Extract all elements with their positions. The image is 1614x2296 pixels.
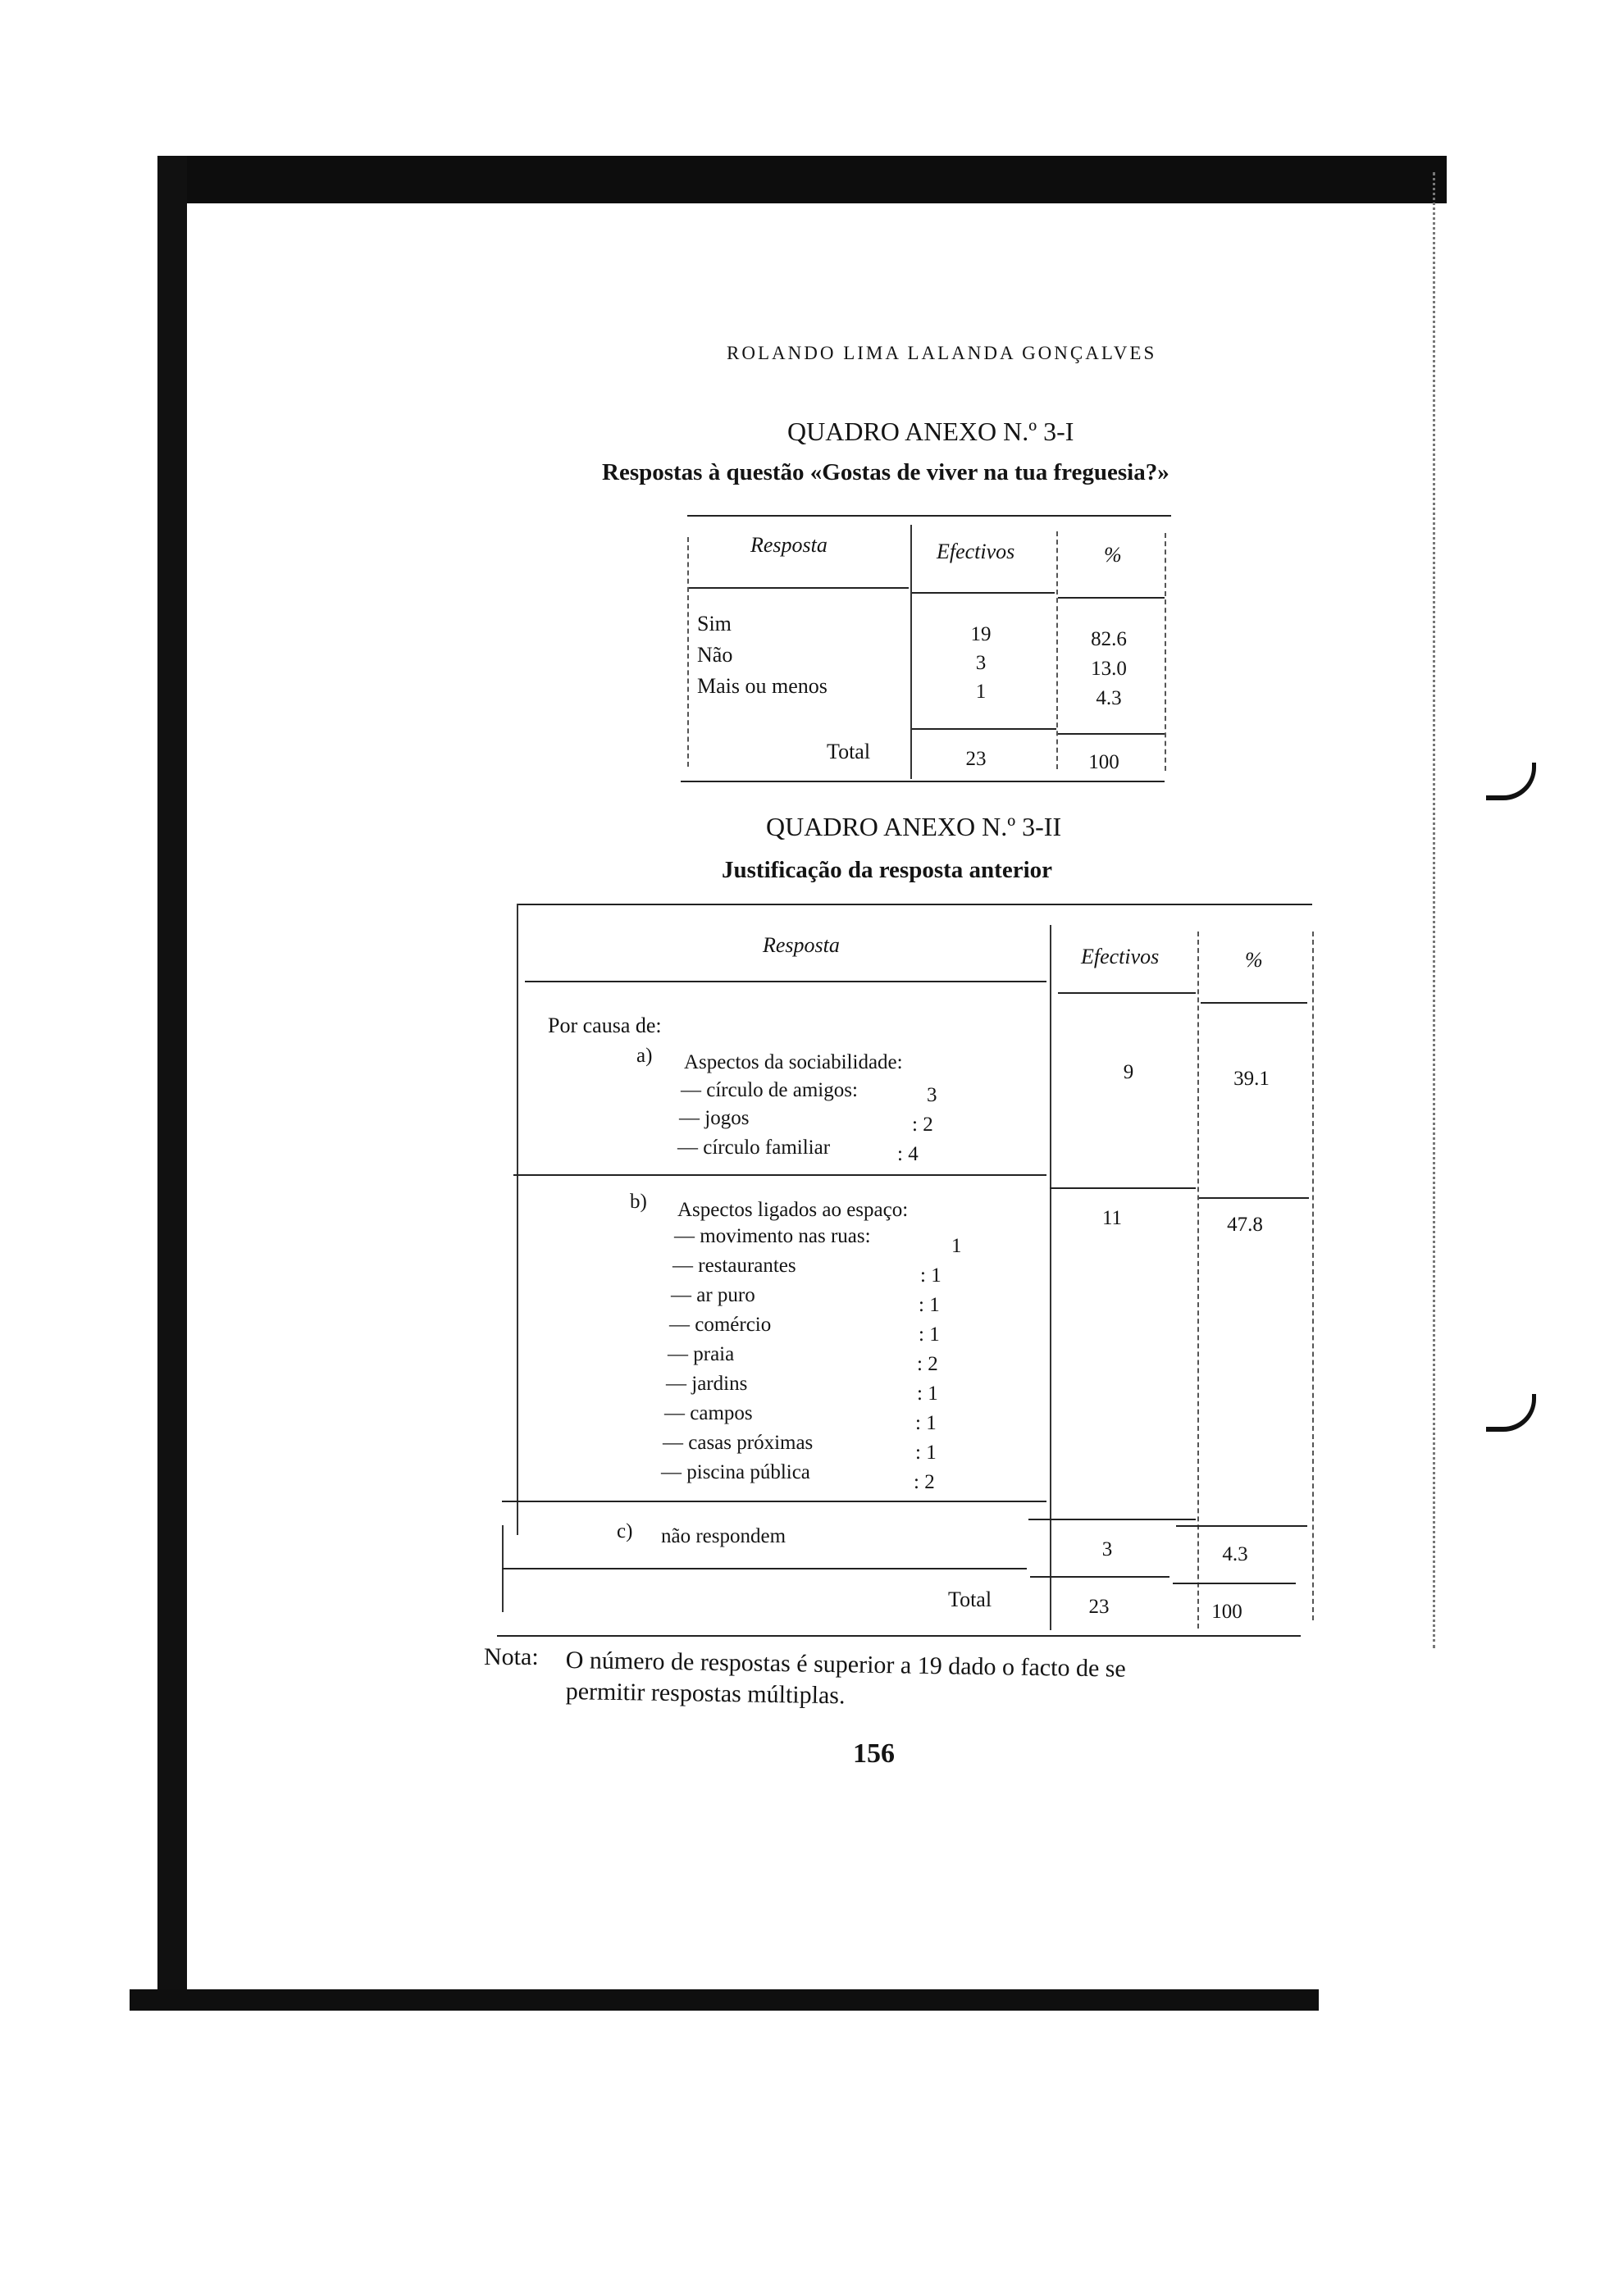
- group-percent: 4.3: [1222, 1543, 1248, 1565]
- row-percent: 4.3: [1096, 687, 1122, 709]
- scan-frame-left: [157, 156, 187, 2011]
- row-label: Mais ou menos: [697, 674, 828, 698]
- total-efectivos: 23: [965, 748, 987, 770]
- item-name: — jardins: [666, 1373, 748, 1395]
- table1-header-rule-3: [1058, 597, 1165, 599]
- table1-total-rule-1: [912, 728, 1056, 730]
- running-header: ROLANDO LIMA LALANDA GONÇALVES: [727, 343, 1157, 363]
- item-count: : 4: [897, 1143, 919, 1165]
- group-percent: 47.8: [1227, 1214, 1263, 1236]
- item-count: : 1: [919, 1294, 940, 1316]
- table2-header-rule-1: [525, 981, 1046, 982]
- table2-total-rule-3: [1173, 1583, 1296, 1584]
- item-count: : 1: [920, 1264, 942, 1287]
- table2-group-a-rule-1: [513, 1174, 1046, 1176]
- scan-frame-top: [157, 156, 1447, 203]
- table2-header-percent: %: [1245, 948, 1263, 972]
- item-count: 3: [927, 1084, 937, 1106]
- table2-header-rule-3: [1201, 1002, 1307, 1004]
- binder-mark: [1486, 763, 1536, 800]
- table1-header-rule-2: [912, 592, 1055, 594]
- row-percent: 13.0: [1091, 658, 1127, 680]
- item-name: — campos: [664, 1402, 753, 1424]
- table1-header-resposta: Resposta: [750, 533, 828, 557]
- table1-subtitle: Respostas à questão «Gostas de viver na tua freguesia?»: [602, 459, 1169, 485]
- table2-group-a-rule-3: [1199, 1197, 1309, 1199]
- item-count: : 2: [917, 1353, 938, 1375]
- row-efectivos: 19: [970, 623, 992, 645]
- group-label: Aspectos da sociabilidade:: [684, 1051, 903, 1073]
- item-count: : 2: [914, 1471, 935, 1493]
- table2-intro: Por causa de:: [548, 1014, 662, 1037]
- total-label: Total: [827, 740, 871, 763]
- table2-total-rule-1: [502, 1568, 1027, 1569]
- table2-group-a-rule-2: [1050, 1187, 1196, 1189]
- note-label: Nota:: [484, 1643, 539, 1670]
- row-label: Não: [697, 643, 733, 667]
- group-label: não respondem: [661, 1525, 786, 1547]
- item-count: : 1: [915, 1412, 937, 1434]
- item-count: 1: [951, 1235, 962, 1257]
- table2-header-rule-2: [1058, 992, 1196, 994]
- table1-col-divider-1: [910, 525, 912, 779]
- table1-total-rule-2: [1058, 733, 1165, 735]
- total-percent: 100: [1211, 1601, 1242, 1623]
- table2-col-divider-2: [1197, 932, 1199, 1629]
- total-efectivos: 23: [1088, 1596, 1110, 1618]
- group-letter: c): [617, 1520, 633, 1542]
- table1-bottom-rule: [681, 781, 1165, 782]
- item-name: — comércio: [669, 1314, 772, 1336]
- row-efectivos: 1: [975, 681, 987, 703]
- note-line-1: O número de respostas é superior a 19 dado o facto de se: [565, 1647, 1127, 1683]
- table2-bottom-rule: [497, 1635, 1301, 1637]
- table1-right-border: [1165, 533, 1166, 771]
- item-name: — jogos: [679, 1107, 750, 1129]
- note-line-2: permitir respostas múltiplas.: [565, 1678, 846, 1710]
- table2-left-border: [517, 904, 518, 1535]
- table1-header-rule-1: [689, 587, 909, 589]
- item-count: : 1: [915, 1442, 937, 1464]
- item-name: — restaurantes: [672, 1255, 796, 1277]
- table1-header-percent: %: [1104, 543, 1122, 567]
- row-percent: 82.6: [1091, 628, 1127, 650]
- table1-header-efectivos: Efectivos: [937, 540, 1015, 563]
- group-label: Aspectos ligados ao espaço:: [677, 1199, 909, 1221]
- group-efectivos: 9: [1123, 1061, 1134, 1083]
- table2-title: QUADRO ANEXO N.º 3-II: [766, 812, 1062, 841]
- group-efectivos: 11: [1101, 1207, 1123, 1229]
- row-efectivos: 3: [975, 652, 987, 674]
- table2-subtitle: Justificação da resposta anterior: [722, 857, 1052, 883]
- group-letter: b): [630, 1191, 647, 1213]
- item-name: — círculo de amigos:: [681, 1079, 858, 1101]
- scan-frame-bottom: [130, 1989, 1319, 2011]
- table2-right-border: [1312, 932, 1314, 1620]
- item-name: — piscina pública: [661, 1461, 810, 1483]
- table2-header-resposta: Resposta: [763, 933, 840, 957]
- table2-group-b-rule-2: [1028, 1519, 1196, 1520]
- group-percent: 39.1: [1233, 1068, 1270, 1090]
- item-name: — movimento nas ruas:: [674, 1225, 871, 1247]
- group-efectivos: 3: [1101, 1538, 1113, 1560]
- table2-group-b-rule-1: [502, 1501, 1046, 1502]
- total-label: Total: [948, 1588, 992, 1611]
- item-count: : 1: [919, 1323, 940, 1346]
- group-letter: a): [636, 1045, 653, 1067]
- row-label: Sim: [697, 612, 732, 636]
- table2-total-rule-2: [1030, 1576, 1169, 1578]
- table1-top-rule: [687, 515, 1171, 517]
- item-count: : 2: [912, 1114, 933, 1136]
- table2-group-b-rule-3: [1176, 1525, 1307, 1527]
- scan-frame-right: [1429, 172, 1435, 1648]
- item-name: — círculo familiar: [677, 1137, 831, 1159]
- item-count: : 1: [917, 1383, 938, 1405]
- item-name: — ar puro: [671, 1284, 755, 1306]
- item-name: — casas próximas: [663, 1432, 814, 1454]
- binder-mark: [1486, 1394, 1536, 1432]
- item-name: — praia: [668, 1343, 735, 1365]
- table2-header-efectivos: Efectivos: [1081, 945, 1160, 968]
- table1-left-border: [687, 537, 689, 767]
- total-percent: 100: [1088, 751, 1119, 773]
- page-number: 156: [853, 1738, 895, 1769]
- table2-top-rule: [517, 904, 1312, 905]
- table1-title: QUADRO ANEXO N.º 3-I: [787, 417, 1074, 446]
- table2-col-divider-1: [1050, 925, 1051, 1630]
